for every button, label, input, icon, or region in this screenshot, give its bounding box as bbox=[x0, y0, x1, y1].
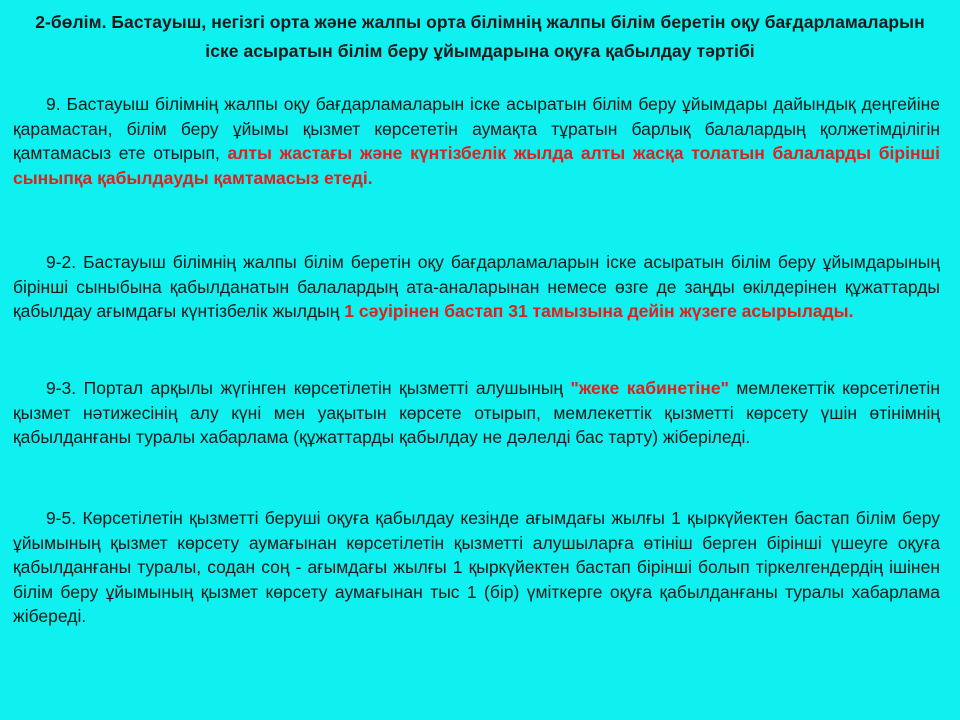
paragraph-9-2 bbox=[13, 250, 940, 324]
paragraph-9-3-text: 9-3. Портал арқылы жүгінген көрсетілетін қызметті алушының bbox=[46, 378, 571, 398]
slide-title: 2-бөлім. Бастауыш, негізгі орта және жалпы орта білімнің жалпы білім беретін оқу бағдарламаларын іске асыратын білім беру ұйымдарына оқуға қабылдау тәртібі bbox=[35, 12, 925, 61]
paragraph-9-3-highlight: "жеке кабинетіне" bbox=[570, 378, 729, 398]
paragraph-9-3 bbox=[13, 376, 940, 450]
paragraph-9-2-highlight: 1 сәуірінен бастап 31 тамызына дейін жүзеге асырылады. bbox=[344, 301, 854, 322]
paragraph-9-5-text: 9-5. Көрсетілетін қызметті беруші оқуға қабылдау кезінде ағымдағы жылғы 1 қыркүйектен бастап білім беру ұйымының қызмет көрсету аумағынан көрсетілетін қызметті алушыларға өтініш берген бірінші үшеуге оқуға қабылданғаны туралы, содан соң - ағымдағы жылғы 1 қыркүйектен бастап бірінші болып тіркелгендердің ішінен білім беру ұйымының қызмет көрсету аумағынан тыс 1 (бір) үміткерге оқуға қабылданғаны туралы хабарлама жібереді. bbox=[13, 508, 940, 627]
paragraph-9-2-text: 9-2. Бастауыш білімнің жалпы білім беретін оқу бағдарламаларын іске асыратын білім беру ұйымдарының бірінші сыныбына қабылданатын балалардың ата-аналарынан немесе өзге де заңды өкілдерінен құжаттарды қабылдау ағымдағы күнтізбелік жылдың bbox=[13, 252, 940, 322]
paragraph-9 bbox=[13, 92, 940, 190]
paragraph-9-3-after: мемлекеттік көрсетілетін қызмет нәтижесінің алу күні мен уақытын көрсете отырып, мемлекеттік қызметті көрсету үшін өтінімнің қабылданғаны туралы хабарлама (құжаттарды қабылдау не дәлелді бас тарту) жіберіледі. bbox=[13, 378, 940, 448]
paragraph-9-text: 9. Бастауыш білімнің жалпы оқу бағдарламаларын іске асыратын білім беру ұйымдары дайындық деңгейіне қарамастан, білім беру ұйымы қызмет көрсететін аумақта тұратын барлық балалардың қолжетімділігін қамтамасыз ете отырып, bbox=[13, 94, 940, 164]
paragraph-9-highlight: алты жастағы және күнтізбелік жылда алты жасқа толатын балаларды бірінші сыныпқа қабылдауды қамтамасыз етеді. bbox=[13, 143, 940, 188]
paragraph-9-5 bbox=[13, 506, 940, 629]
